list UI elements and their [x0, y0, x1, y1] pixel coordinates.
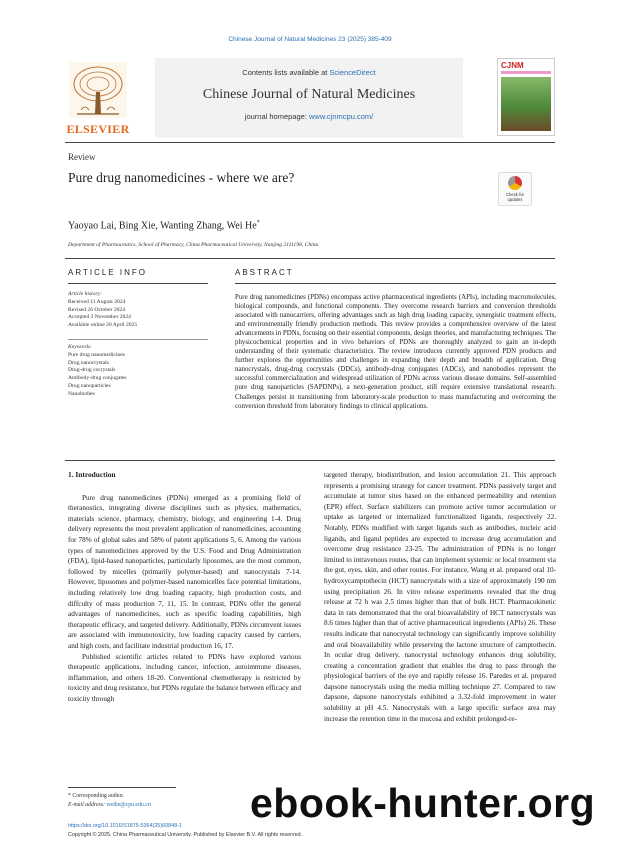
abstract-rule — [235, 283, 556, 284]
keyword: Drug nanoparticles — [68, 382, 111, 389]
abstract-heading: ABSTRACT — [235, 268, 294, 277]
history-item: Received 11 August 2024 — [68, 298, 126, 305]
publisher-logo — [65, 62, 131, 134]
body-column-right — [324, 470, 556, 724]
keyword: Drug nanocrystals — [68, 359, 109, 366]
history-label: Article history: — [68, 291, 103, 297]
article-history — [68, 291, 208, 330]
info-rule — [68, 283, 208, 284]
homepage-line — [155, 112, 463, 121]
body-divider — [65, 460, 555, 461]
keyword: Drug-drug cocrystals — [68, 367, 116, 374]
email-link[interactable]: weihe@cpu.edu.cn — [106, 802, 151, 808]
journal-title: Chinese Journal of Natural Medicines — [202, 87, 416, 102]
keywords-label: Keywords: — [68, 344, 93, 350]
footnote-rule — [68, 787, 176, 788]
publisher-name: ELSEVIER — [66, 122, 130, 136]
body-column-left — [68, 470, 301, 704]
corresponding-note: * Corresponding author. — [68, 793, 125, 799]
banner-center — [155, 58, 463, 138]
homepage-prefix: journal homepage: — [244, 112, 307, 121]
email-label: E-mail address: — [68, 802, 105, 808]
cover-picture — [501, 77, 551, 131]
paragraph: targeted therapy, biodistribution, and lesion accumulation 21. This approach represents a promising strategy for cancer treatment. PDNs passively target and accumulate at tumor sites based on the enhanced permeability and retention (EPR) effect. Surface stabilizers can promote active tumor accumulation or uptake as targeted or internalized functionalized ligands, respectively 22. Notably, PDNs modified with target ligands such as antibodies, nucleic acid ligands, and ligand peptides are expected to increase drug accumulation and overcome drug resistance 23-25. The administration of PDNs is no longer limited to intravenous routes, that can implement systemic or local treatment via the gut, eyes, skin, and other routes. For instance, Wang et al. prepared oral 10-hydroxycamptothecin (HCT) nanocrystals with a size of approximately 190 nm using precipitation 26. In vitro release experiments revealed that the drug release at 72 h was 2.5 times higher than that of bulk HCT. Pharmacokinetic data in rats demonstrated that the oral bioavailability of HCT nanocrystals was 8.6 times higher than that of active pharmaceutical ingredients (APIs) 26. These results indicate that nanocrystal technology can significantly improve solubility and oral bioavailability while preserving the lactone structure of camptothecin. In ocular drug delivery, nanocrystal technology enhances drug solubility, creating a concentration gradient that enables the drug to pass through the physiological barriers of the eye and rapidly release 16. Paredes et al. prepared dapsone nanocrystals using the media milling technique 27. Compared to raw dapsone, dapsone nanocrystals exhibited a 3.32-fold improvement in water solubility at pH 4.5. Nanocrystals with a large specific surface area may increase the retention time in the mucosa and exhibit prolonged-re- — [324, 471, 556, 723]
paragraph: Published scientific articles related to PDNs have explored various therapeutic applications, including cancer, infection, autoimmune diseases, inflammation, and others 18-20. Conventional chemotherapy is restricted by toxicity and drug resistance, but PDNs regulate the balance between efficacy and toxicity through — [68, 652, 301, 703]
corresponding-mark[interactable]: * — [256, 220, 260, 226]
copyright: Copyright © 2025, China Pharmaceutical University. Published by Elsevier B.V. All rights reserved. — [68, 832, 303, 838]
keyword: Antibody-drug conjugates — [68, 375, 127, 382]
contents-prefix: Contents lists available at — [242, 68, 328, 77]
sciencedirect-link[interactable]: ScienceDirect — [329, 68, 376, 77]
crossmark-icon — [508, 176, 522, 190]
elsevier-tree-icon — [69, 62, 127, 118]
keywords — [68, 344, 208, 399]
history-item: Accepted 3 November 2024 — [68, 314, 131, 321]
affiliation: Department of Pharmaceutics, School of Pharmacy, China Pharmaceutical University, Nanjing 2111198, China — [68, 242, 319, 248]
authors-text: Yaoyao Lai, Bing Xie, Wanting Zhang, Wei He — [68, 220, 257, 232]
banner-divider — [65, 142, 555, 143]
crossmark-label: Check for updates — [506, 192, 524, 202]
cover-title: CJNM — [501, 61, 524, 70]
header-divider — [65, 258, 555, 259]
article-type: Review — [68, 152, 96, 162]
crossmark-badge[interactable] — [498, 172, 532, 206]
watermark-text: ebook-hunter.org — [250, 780, 596, 826]
journal-banner — [65, 58, 555, 138]
history-item: Revised 26 October 2024 — [68, 306, 126, 313]
history-rule — [68, 339, 208, 340]
abstract-text: Pure drug nanomedicines (PDNs) encompass active pharmaceutical ingredients (APIs), including macromolecules, biological compounds, and functional components. They overcome research barriers and conversion thresholds associated with nanocarriers, offering advantages such as high drug loading capacity, synergistic treatment effects, and environmentally friendly production methods. This review provides a comprehensive overview of the latest advancements in PDNs, focusing on their essential components, design theories, and manufacturing techniques. The physicochemical properties and in vivo behaviors of PDNs are thoroughly analyzed to gain an in-depth understanding of their systematic characteristics. The review introduces currently approved PDN products and further explores the opportunities and challenges in expanding their depth and breadth of application. Drug nanocrystals, drug-drug cocrystals (DDCs), antibody-drug conjugates (ADCs), and nanobodies represent the successful commercialization and widespread utilization of PDNs across various disease domains. Self-assembled pure drug nanoparticles (SAPDNPs), a next-generation product, still require extensive translational research. Challenges persist in transitioning from laboratory-scale production to mass manufacturing and overcoming the conversion threshold from laboratory findings to clinical applications. — [235, 294, 556, 410]
contents-line — [155, 68, 463, 77]
keyword: Pure drug nanomedicines — [68, 351, 125, 358]
journal-cover-image — [497, 58, 555, 136]
section-heading: 1. Introduction — [68, 470, 116, 479]
doi-link[interactable]: https://doi.org/10.1016/S1875-5364(25)60848-1 — [68, 823, 182, 829]
keyword: Nanobodies — [68, 390, 95, 397]
author-list — [68, 220, 260, 231]
cover-band — [501, 71, 551, 74]
homepage-link[interactable]: www.cjnmcpu.com/ — [309, 112, 374, 121]
history-item: Available online 20 April 2025 — [68, 322, 138, 329]
article-title: Pure drug nanomedicines - where we are? — [68, 170, 295, 185]
running-header: Chinese Journal of Natural Medicines 23 (2025) 385-409 — [228, 36, 392, 43]
paragraph: Pure drug nanomedicines (PDNs) emerged as a promising field of theranostics, integrating diverse disciplines such as physics, mathematics, materials science, pharmacy, chemistry, biology, and engineering 1-4. Drug delivery represents the most prevalent application of nanomedicines, accounting for 78% of global sales and 58% of patent applications 5, 6. Among the various types of nanomedicines approved by the U.S. Food and Drug Administration (FDA), lipid-based nanoparticles, particularly liposomes, are the most common, followed by micelles (primarily polymer-based) and nanocrystals 7-14. However, liposomes and polymer-based nanomicelles face potential limitations, including relatively low drug loading capacity, high production costs, and diffculty of mass production 7, 11, 15. In contrast, PDNs offer the general advantages of nanomedicines, such as specific loading capabilities, high therapeutic efficacy, and targeted delivery. Additionally, PDNs circumvent issues are associated with immunotoxicity, low loading capacity caused by carriers, and high costs, and facilitate industrial production 16, 17. — [68, 493, 301, 650]
article-info-heading: ARTICLE INFO — [68, 268, 147, 277]
